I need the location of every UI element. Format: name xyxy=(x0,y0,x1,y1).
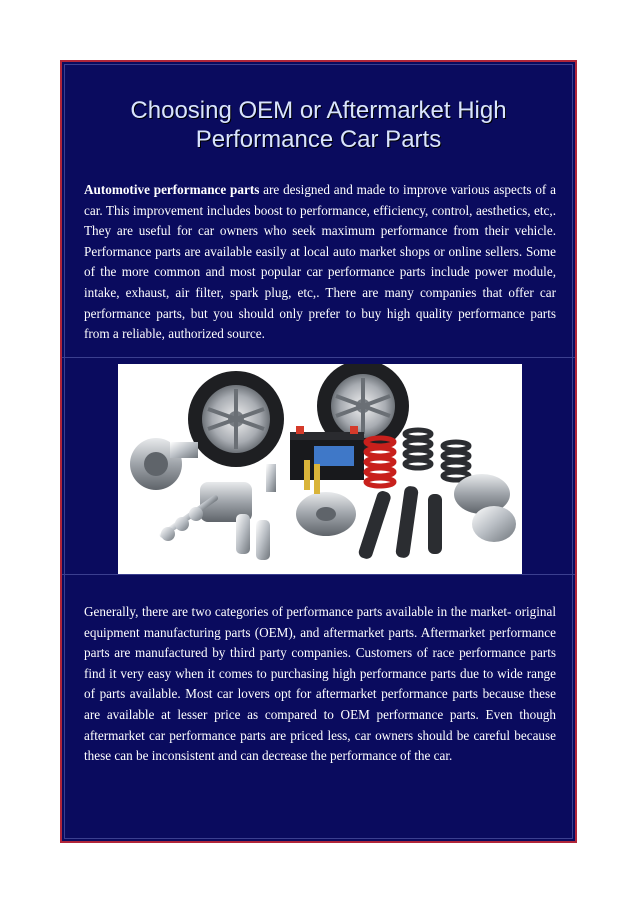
intro-lead: Automotive performance parts xyxy=(84,182,260,197)
divider-bottom xyxy=(62,574,575,575)
brake-disc-icon xyxy=(296,492,356,536)
intro-body: are designed and made to improve various aspects of a car. This improvement includes boost to performance, efficiency, control, aesthetics, etc,. They are useful for car owners who seek maximum performance from their vehicle. Performance parts are available easily at local auto market shops or online sellers. Some of the more common and most popular car performance parts include power module, intake, exhaust, air filter, spark plug, etc,. There are many companies that offer car performance parts, but you should only prefer to buy high quality performance parts from a reliable, authorized source. xyxy=(84,182,556,342)
divider-top xyxy=(62,357,575,358)
car-parts-photo xyxy=(118,364,522,574)
second-paragraph: Generally, there are two categories of performance parts available in the market- original equipment manufacturing parts (OEM), and aftermarket parts. Aftermarket performance parts are manufactured by third party companies. Customers of race performance parts find it very easy when it comes to purchasing high performance parts due to wide range of parts available. Most car lovers opt for aftermarket performance parts because these are available at lesser price as compared to OEM performance parts. Even though aftermarket car performance parts are priced less, car owners should be careful because these can be inconsistent and can decrease the performance of the car. xyxy=(84,604,556,764)
battery-icon xyxy=(290,426,364,480)
tire-left-icon xyxy=(188,371,284,467)
intro-paragraph xyxy=(84,180,556,345)
page-title: Choosing OEM or Aftermarket High Performance Car Parts xyxy=(130,97,507,153)
content-panel xyxy=(60,60,577,843)
